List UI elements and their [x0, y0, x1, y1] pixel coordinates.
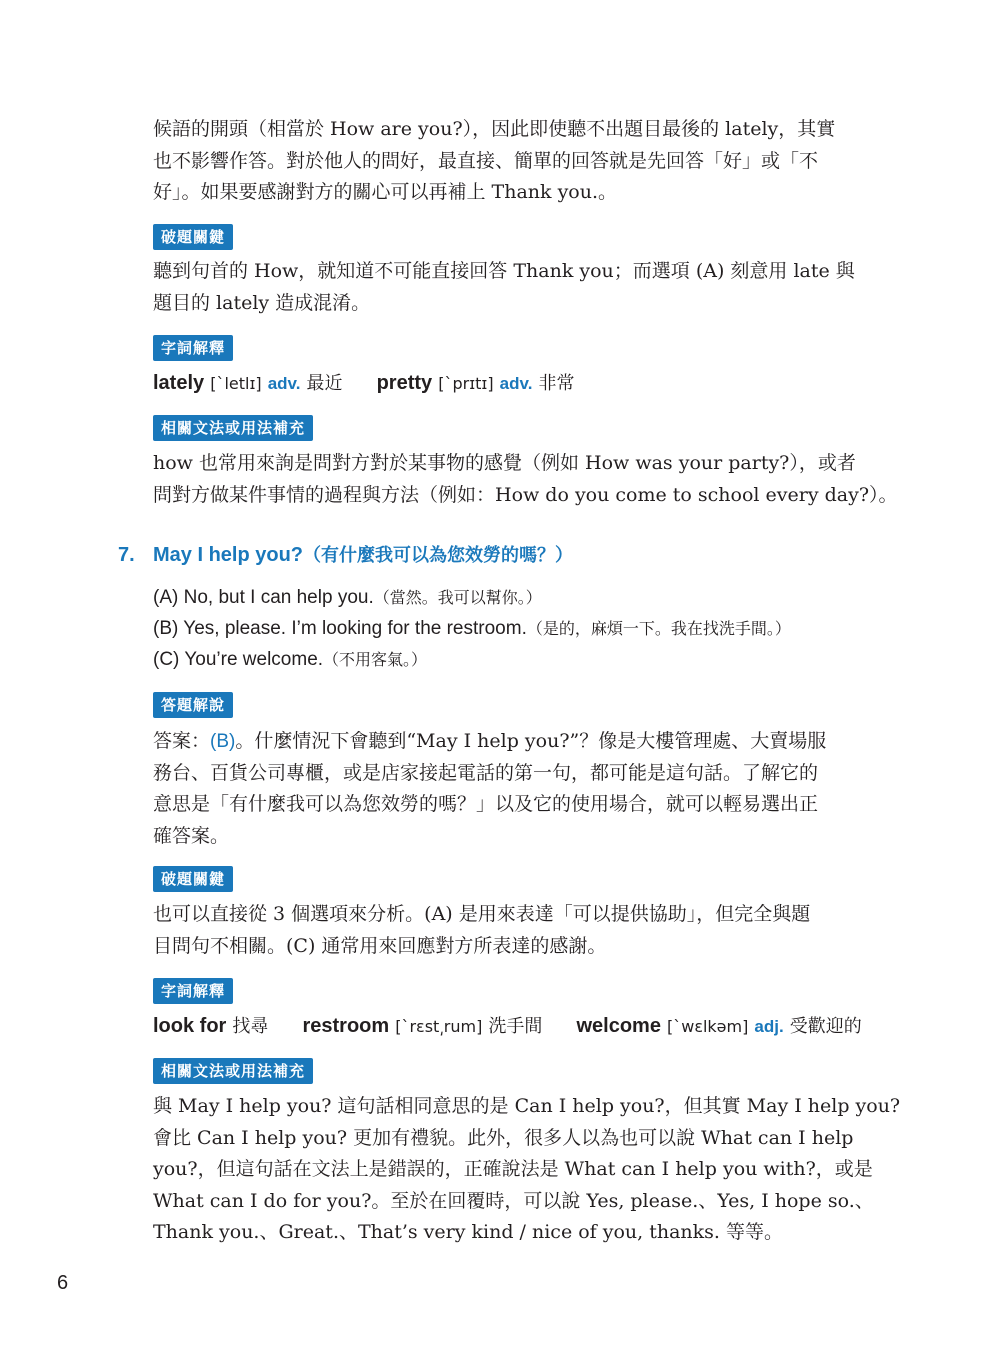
- vocabulary-tag: 字詞解釋: [153, 335, 233, 361]
- option-label: (A): [153, 587, 179, 608]
- option-c: [153, 645, 427, 675]
- vocab-word: look for: [153, 1015, 227, 1037]
- vocab-meaning: 找尋: [232, 1016, 269, 1037]
- page-number: 6: [57, 1272, 69, 1294]
- text-line: 與 May I help you? 這句話相同意思的是 Can I help you?，但其實 May I help you?: [153, 1095, 901, 1117]
- vocabulary-tag: 字詞解釋: [153, 978, 233, 1004]
- text-line: 目問句不相關。(C) 通常用來回應對方所表達的感謝。: [153, 934, 607, 957]
- vocab-entry: [377, 372, 575, 394]
- answer-text: 。什麼情況下會聽到“May I help you?”？像是大樓管理處、大賣場服: [235, 730, 827, 752]
- vocabulary-list: [153, 1011, 862, 1042]
- option-translation: （當然。我可以幫你。）: [373, 588, 542, 607]
- question-text: May I help you?: [153, 544, 304, 566]
- question-translation: （有什麼我可以為您效勞的嗎？）: [303, 545, 574, 566]
- vocab-meaning: 洗手間: [488, 1016, 543, 1037]
- text-line: 聽到句首的 How，就知道不可能直接回答 Thank you；而選項 (A) 刻意用 late 與: [153, 260, 855, 282]
- vocab-entry: [302, 1015, 548, 1037]
- text-line: 也可以直接從 3 個選項來分析。(A) 是用來表達「可以提供協助」，但完全與題: [153, 903, 811, 925]
- grammar-tag: 相關文法或用法補充: [153, 1058, 313, 1084]
- vocab-ipa: [ˋletlɪ]: [210, 374, 262, 393]
- option-label: (C): [153, 649, 180, 670]
- grammar-text: [153, 448, 898, 511]
- text-line: 務台、百貨公司專櫃，或是店家接起電話的第一句，都可能是這句話。了解它的: [153, 761, 819, 784]
- grammar-text: [153, 1091, 901, 1249]
- text-line: [153, 726, 883, 758]
- text-line: What can I do for you?。至於在回覆時，可以說 Yes, please.、Yes, I hope so.、: [153, 1189, 874, 1212]
- text-line: 好」。如果要感謝對方的關心可以再補上 Thank you.。: [153, 181, 618, 203]
- vocab-ipa: [ˋwɛlkəm]: [666, 1017, 749, 1036]
- text-line: you?，但這句話在文法上是錯誤的，正確說法是 What can I help you with?，或是: [153, 1158, 873, 1180]
- answer-choice: (B): [210, 731, 236, 752]
- text-line: 題目的 lately 造成混淆。: [153, 291, 371, 314]
- text-line: 確答案。: [153, 824, 230, 847]
- text-line: 問對方做某件事情的過程與方法（例如：How do you come to school every day?）。: [153, 483, 898, 506]
- text-line: 也不影響作答。對於他人的問好，最直接、簡單的回答就是先回答「好」或「不: [153, 149, 819, 172]
- key-point-text: [153, 256, 883, 319]
- vocab-meaning: 受歡迎的: [789, 1016, 862, 1037]
- option-label: (B): [153, 618, 179, 639]
- vocab-meaning: 非常: [538, 373, 575, 394]
- option-b: [153, 614, 791, 644]
- grammar-tag: 相關文法或用法補充: [153, 415, 313, 441]
- text-line: 會比 Can I help you? 更加有禮貌。此外，很多人以為也可以說 What can I help: [153, 1126, 854, 1149]
- vocab-entry: [153, 1015, 274, 1037]
- vocab-pos: adj.: [754, 1017, 784, 1036]
- text-line: 意思是「有什麼我可以為您效勞的嗎？」以及它的使用場合，就可以輕易選出正: [153, 793, 819, 815]
- answer-prefix: 答案：: [153, 730, 211, 752]
- answer-explanation-text: [153, 726, 883, 852]
- vocab-word: pretty: [376, 372, 433, 394]
- vocab-meaning: 最近: [306, 373, 343, 394]
- vocab-word: lately: [153, 372, 205, 394]
- intro-paragraph: [153, 114, 883, 209]
- vocab-pos: adv.: [267, 374, 301, 393]
- question-number: 7.: [118, 544, 135, 566]
- option-translation: （不用客氣。）: [323, 650, 428, 669]
- option-translation: （是的，麻煩一下。我在找洗手間。）: [526, 619, 791, 638]
- answer-explanation-tag: 答題解說: [153, 692, 233, 718]
- vocab-pos: adv.: [499, 374, 533, 393]
- option-text: You’re welcome.: [184, 649, 324, 670]
- key-point-tag: 破題關鍵: [153, 866, 233, 892]
- vocab-ipa: [ˋrɛst͵rum]: [395, 1017, 483, 1036]
- vocab-ipa: [ˋprɪtɪ]: [438, 374, 494, 393]
- key-point-tag: 破題關鍵: [153, 224, 233, 250]
- vocab-entry: [576, 1015, 861, 1037]
- text-line: Thank you.、Great.、That’s very kind / nice of you, thanks. 等等。: [153, 1221, 784, 1243]
- vocab-word: welcome: [576, 1015, 661, 1037]
- vocabulary-list: [153, 368, 574, 399]
- key-point-text: [153, 899, 883, 962]
- option-text: Yes, please. I’m looking for the restroom.: [183, 618, 527, 639]
- option-a: [153, 583, 542, 613]
- vocab-entry: [153, 372, 349, 394]
- vocab-word: restroom: [302, 1015, 390, 1037]
- text-line: how 也常用來詢是問對方對於某事物的感覺（例如 How was your party?），或者: [153, 452, 856, 474]
- question-heading: [118, 540, 573, 571]
- text-line: 候語的開頭（相當於 How are you?），因此即使聽不出題目最後的 lately，其實: [153, 118, 836, 140]
- option-text: No, but I can help you.: [183, 587, 374, 608]
